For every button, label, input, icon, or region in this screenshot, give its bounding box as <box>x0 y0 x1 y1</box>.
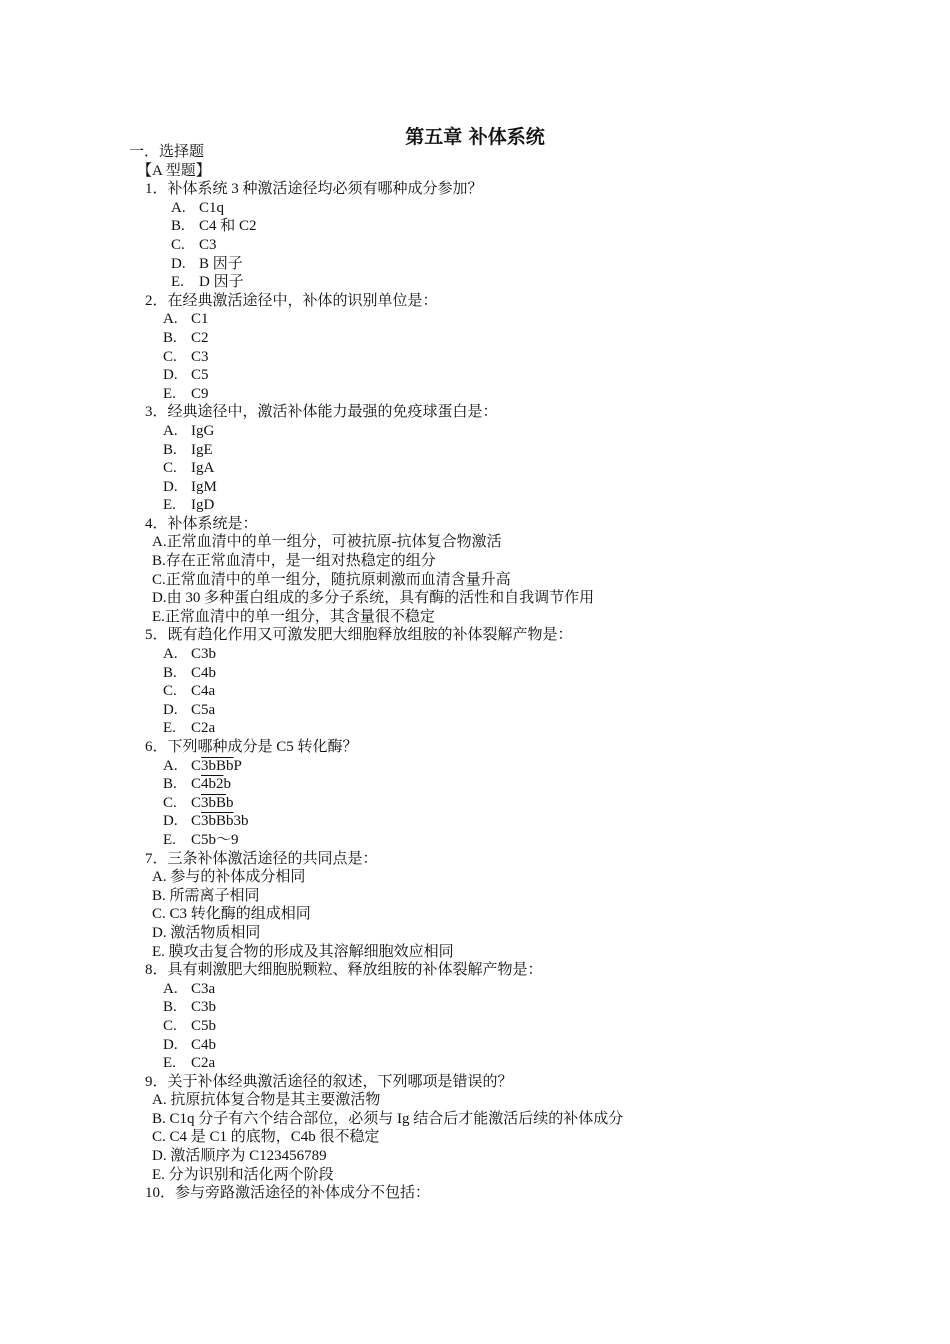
option-letter: C. <box>163 460 177 477</box>
option-letter: A. <box>171 199 186 216</box>
option-text: C3 <box>199 236 217 253</box>
option-letter: C. <box>163 683 177 700</box>
option-text: C. C4 是 C1 的底物，C4b 很不稳定 <box>152 1129 380 1146</box>
option-text: B. 所需离子相同 <box>152 887 260 904</box>
option-letter: D. <box>171 255 186 272</box>
option-letter: A. <box>163 980 178 997</box>
option-text: C3 <box>191 348 209 365</box>
question-stem: 1．补体系统 3 种激活途径均必须有哪种成分参加？ <box>145 181 483 198</box>
question-stem: 8．具有刺激肥大细胞脱颗粒、释放组胺的补体裂解产物是： <box>145 962 543 979</box>
option-text: B. C1q 分子有六个结合部位，必须与 Ig 结合后才能激活后续的补体成分 <box>152 1110 624 1127</box>
option-text: P <box>233 757 242 774</box>
option-letter: C. <box>171 236 185 253</box>
chapter-title: 第五章 补体系统 <box>405 126 545 148</box>
option <box>0 385 950 404</box>
option-letter: B. <box>163 664 177 681</box>
option-letter: A. <box>163 646 178 663</box>
option-text: C <box>191 757 202 774</box>
option <box>0 255 950 274</box>
option-letter: E. <box>163 497 176 514</box>
option-text: C1 <box>191 311 209 328</box>
option-text-overlined: 4b2 <box>201 776 224 793</box>
option <box>0 664 950 683</box>
option <box>0 998 950 1017</box>
option-letter: E. <box>163 720 176 737</box>
option-text: IgA <box>191 460 215 477</box>
option-letter: A. <box>163 311 178 328</box>
option-letter: E. <box>163 1055 176 1072</box>
option <box>0 719 950 738</box>
option <box>0 701 950 720</box>
option-text: C3a <box>191 980 216 997</box>
option-text: A. 抗原抗体复合物是其主要激活物 <box>152 1092 381 1109</box>
option <box>0 1036 950 1055</box>
option-text-overlined: 3bBb <box>201 813 234 830</box>
option-text: E. 分为识别和活化两个阶段 <box>152 1166 334 1183</box>
option-text: C2 <box>191 329 209 346</box>
option-text: A. 参与的补体成分相同 <box>152 869 306 886</box>
option <box>0 812 950 831</box>
option-text: C2a <box>191 1055 216 1072</box>
option-text: D. 激活物质相同 <box>152 924 261 941</box>
option-text: B 因子 <box>199 255 243 272</box>
option <box>0 273 950 292</box>
option-letter: B. <box>163 776 177 793</box>
question-stem: 9．关于补体经典激活途径的叙述，下列哪项是错误的？ <box>145 1073 513 1090</box>
option <box>0 217 950 236</box>
option <box>0 682 950 701</box>
option-letter: D. <box>163 478 178 495</box>
question-stem: 5．既有趋化作用又可激发肥大细胞释放组胺的补体裂解产物是： <box>145 627 573 644</box>
option-text: C.正常血清中的单一组分，随抗原刺激而血清含量升高 <box>152 571 511 588</box>
option <box>0 831 950 850</box>
option-text: E.正常血清中的单一组分，其含量很不稳定 <box>152 608 435 625</box>
option-text: C <box>191 813 202 830</box>
option-text: C5b～9 <box>191 831 239 848</box>
option <box>0 329 950 348</box>
option-text: C3b <box>191 999 217 1016</box>
option-text: C3b <box>191 646 217 663</box>
option-text: D.由 30 多种蛋白组成的多分子系统，具有酶的活性和自我调节作用 <box>152 590 595 607</box>
option <box>0 757 950 776</box>
option-letter: B. <box>163 999 177 1016</box>
option-text: C <box>191 794 202 811</box>
option-text: C5 <box>191 367 209 384</box>
option <box>0 422 950 441</box>
option-text: D. 激活顺序为 C123456789 <box>152 1148 327 1165</box>
option-letter: C. <box>163 348 177 365</box>
option-text: C5b <box>191 1017 217 1034</box>
option <box>0 1017 950 1036</box>
option-text: A.正常血清中的单一组分，可被抗原-抗体复合物激活 <box>152 534 502 551</box>
option-letter: A. <box>163 757 178 774</box>
option <box>0 1054 950 1073</box>
option-letter: B. <box>171 218 185 235</box>
option-text: C2a <box>191 720 216 737</box>
option-text: C9 <box>191 385 209 402</box>
option-letter: A. <box>163 422 178 439</box>
option <box>0 199 950 218</box>
option-text: C4b <box>191 664 217 681</box>
question-stem: 2．在经典激活途径中，补体的识别单位是： <box>145 292 438 309</box>
option-text: IgE <box>191 441 213 458</box>
option-letter: E. <box>163 385 176 402</box>
option-text: 3b <box>233 813 249 830</box>
option <box>0 980 950 999</box>
option-letter: D. <box>163 701 178 718</box>
option-text: C1q <box>199 199 225 216</box>
option <box>0 441 950 460</box>
option-text: IgG <box>191 422 215 439</box>
option-letter: D. <box>163 367 178 384</box>
option-text-overlined: 3bBb <box>201 757 234 774</box>
option <box>0 236 950 255</box>
option <box>0 794 950 813</box>
option-text: b <box>226 794 234 811</box>
option-letter: B. <box>163 441 177 458</box>
option-text: C4 和 C2 <box>199 218 257 235</box>
option-text: IgM <box>191 478 217 495</box>
option <box>0 478 950 497</box>
option-letter: D. <box>163 1036 178 1053</box>
option-letter: C. <box>163 1017 177 1034</box>
option <box>0 366 950 385</box>
section-heading: 一．选择题 <box>129 144 205 160</box>
question-stem: 7．三条补体激活途径的共同点是： <box>145 850 378 867</box>
option <box>0 310 950 329</box>
option-letter: E. <box>163 831 176 848</box>
question-stem: 4．补体系统是： <box>145 515 258 532</box>
question-stem: 10．参与旁路激活途径的补体成分不包括： <box>145 1185 431 1202</box>
option <box>0 775 950 794</box>
question-list <box>0 143 950 1203</box>
option-text: IgD <box>191 497 215 514</box>
option-text: B.存在正常血清中，是一组对热稳定的组分 <box>152 553 436 570</box>
option-text: E. 膜攻击复合物的形成及其溶解细胞效应相同 <box>152 943 454 960</box>
option-text: C5a <box>191 701 216 718</box>
option-text: b <box>223 776 232 793</box>
option-letter: B. <box>163 329 177 346</box>
option-letter: D. <box>163 813 178 830</box>
question-type-label: 【A 型题】 <box>137 162 211 179</box>
question-stem: 3．经典途径中，激活补体能力最强的免疫球蛋白是： <box>145 404 498 421</box>
option <box>0 496 950 515</box>
option-text-overlined: 3bB <box>201 794 227 811</box>
option-text: C. C3 转化酶的组成相同 <box>152 906 311 923</box>
option-text: C <box>191 776 202 793</box>
option <box>0 348 950 367</box>
option-letter: E. <box>171 274 184 291</box>
option <box>0 645 950 664</box>
option-letter: C. <box>163 794 177 811</box>
option-text: C4a <box>191 683 216 700</box>
option <box>0 459 950 478</box>
option-text: C4b <box>191 1036 217 1053</box>
option-text: D 因子 <box>199 274 244 291</box>
question-stem: 6．下列哪种成分是 C5 转化酶？ <box>145 739 358 755</box>
